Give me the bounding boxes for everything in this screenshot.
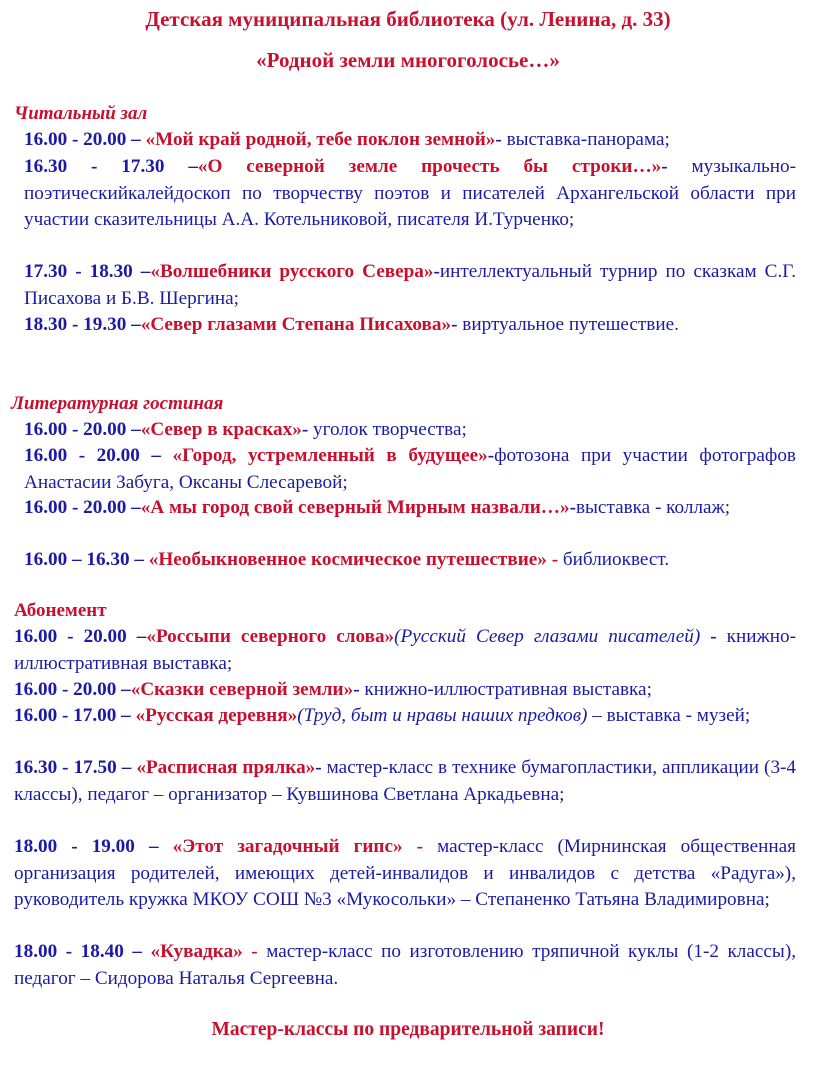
entry-event: «Мой край родной, тебе поклон земной» (145, 129, 496, 150)
entry-event: «Город, устремленный в будущее» (172, 445, 488, 466)
entry-separator: - (495, 129, 507, 150)
entry-time: 18.00 - 19.00 – (14, 836, 173, 857)
entry-event: «Север в красках» (140, 419, 302, 440)
entry-description: музыкально-поэтическийкалейдоскоп по творчеству поэтов и писателей Архангельской области при участии сказительницы А.А. Котельниковой, писателя И.Турченко; (24, 156, 797, 230)
page-subtitle: «Родной земли многоголосье…» (256, 48, 560, 72)
entry-description: интеллектуальный турнир по сказкам С.Г. Писахова и Б.В. Шергина; (24, 261, 796, 309)
entry-separator: - (569, 497, 576, 518)
entry-description: уголок творчества; (313, 419, 467, 440)
entry-event: «Россыпи северного слова» (146, 626, 395, 647)
page-title: Детская муниципальная библиотека (ул. Ленина, д. 33) (145, 7, 671, 31)
entry-time: 17.30 - 18.30 – (24, 261, 151, 282)
entry-time: 16.00 - 20.00 – (24, 129, 146, 150)
entry-description: мастер-класс по изготовлению тряпичной куклы (1-2 классы), педагог – Сидорова Наталья Сергеевна. (14, 941, 797, 989)
entry-time: 16.00 - 20.00 – (24, 445, 173, 466)
entry-event: «Кувадка» (150, 941, 243, 962)
entry-event: «Этот загадочный гипс» (172, 836, 403, 857)
schedule-entry (24, 312, 796, 339)
entry-event: «Сказки северной земли» (130, 679, 354, 700)
entry-event: «О северной земле прочесть бы строки…» (197, 156, 662, 177)
section-heading-literary-lounge: Литературная гостиная (11, 393, 224, 414)
entry-description: книжно-иллюстративная выставка; (364, 679, 652, 700)
entry-note: (Труд, быт и нравы наших предков) – (297, 705, 602, 726)
schedule-entry (14, 939, 796, 992)
entry-description: мастер-класс в технике бумагопластики, аппликации (3-4 классы), педагог – организатор – Кувшинова Светлана Аркадьевна; (14, 757, 797, 805)
entry-description: мастер-класс (Мирнинская общественная организация родителей, имеющих детей-инвалидов и инвалидов с детства «Радуга»), руководитель кружка МКОУ СОШ №3 «Мукосольки» – Степаненко Татьяна Владимировна; (14, 836, 796, 910)
entry-time: 18.00 - 18.40 – (14, 941, 151, 962)
entry-description: виртуальное путешествие. (462, 314, 679, 335)
schedule-entry (14, 677, 796, 704)
entry-separator: - (242, 941, 267, 962)
entry-time: 16.00 - 20.00 – (24, 497, 141, 518)
entry-time: 16.00 - 20.00 – (14, 626, 147, 647)
schedule-entry (14, 624, 796, 677)
entry-separator: - (661, 156, 692, 177)
entry-description: библиоквест. (562, 549, 670, 570)
entry-separator: - (402, 836, 438, 857)
entry-time: 16.00 - 17.00 – (14, 705, 136, 726)
entry-separator: - (546, 549, 563, 570)
entry-time: 18.30 - 19.30 – (24, 314, 141, 335)
schedule-entry (24, 127, 796, 154)
entry-separator: - (700, 626, 727, 647)
entry-time: 16.00 - 20.00 – (24, 419, 141, 440)
entry-time: 16.00 – 16.30 – (24, 549, 149, 570)
entry-event: «Необыкновенное космическое путешествие» (148, 549, 547, 570)
entry-description: выставка - коллаж; (575, 497, 731, 518)
entry-separator: - (353, 679, 365, 700)
entry-separator: - (451, 314, 463, 335)
schedule-entry (24, 259, 796, 312)
schedule-entry (14, 834, 796, 914)
entry-separator: - (301, 419, 313, 440)
entry-description: выставка-панорама; (506, 129, 670, 150)
entry-separator: - (487, 445, 495, 466)
entry-note: (Русский Север глазами писателей) (394, 626, 701, 647)
section-heading-subscription: Абонемент (14, 600, 107, 621)
schedule-entry (24, 547, 796, 574)
entry-event: «Волшебники русского Севера» (150, 261, 434, 282)
entry-description: фотозона при участии фотографов Анастасии Забуга, Оксаны Слесаревой; (24, 445, 796, 493)
entry-time: 16.30 - 17.30 – (24, 156, 198, 177)
schedule-entry (14, 703, 796, 730)
entry-event: «А мы город свой северный Мирным назвали…» (140, 497, 570, 518)
schedule-entry (24, 495, 796, 522)
section-heading-reading-room: Читальный зал (14, 103, 148, 124)
entry-separator: - (433, 261, 440, 282)
schedule-entry (14, 755, 796, 808)
entry-event: «Расписная прялка» (136, 757, 316, 778)
entry-description: книжно-иллюстративная выставка; (14, 626, 797, 674)
entry-time: 16.00 - 20.00 – (14, 679, 131, 700)
entry-event: «Русская деревня» (135, 705, 298, 726)
footer-note: Мастер-классы по предварительной записи! (211, 1019, 605, 1040)
entry-event: «Север глазами Степана Писахова» (140, 314, 452, 335)
entry-separator: - (315, 757, 327, 778)
schedule-entry (24, 154, 796, 234)
entry-time: 16.30 - 17.50 – (14, 757, 137, 778)
schedule-entry (24, 443, 796, 496)
schedule-entry (24, 417, 796, 444)
entry-description: выставка - музей; (606, 705, 751, 726)
